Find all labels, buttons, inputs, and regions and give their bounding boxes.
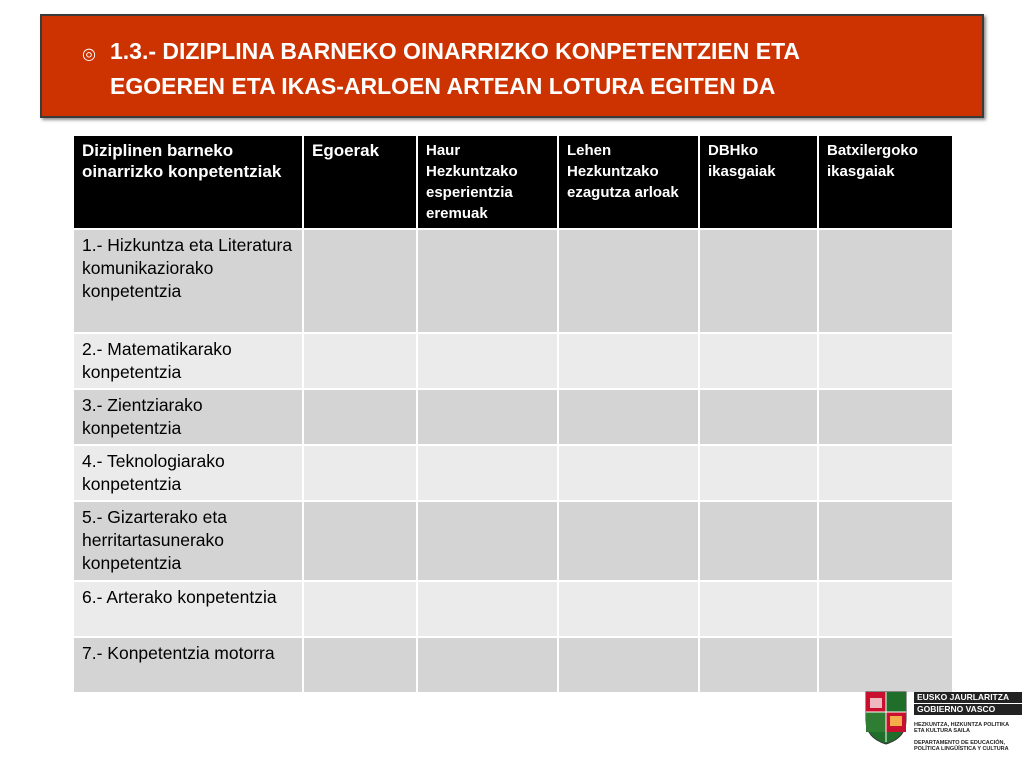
- cell: [558, 581, 699, 637]
- cell: [303, 501, 417, 581]
- header-primary: Lehen Hezkuntzako ezagutza arloak: [558, 135, 699, 229]
- header-secondary: DBHko ikasgaiak: [699, 135, 818, 229]
- logo-dept-eu: [914, 722, 1022, 734]
- header-competences: Diziplinen barneko oinarrizko konpetentziak: [73, 135, 303, 229]
- cell: [303, 445, 417, 501]
- table-row: [73, 389, 953, 445]
- cell: [558, 445, 699, 501]
- cell: [699, 501, 818, 581]
- cell: [699, 333, 818, 389]
- row-label: 3.- Zientziarako konpetentzia: [73, 389, 303, 445]
- cell: [417, 501, 558, 581]
- cell: [303, 581, 417, 637]
- cell: [818, 637, 953, 693]
- header-early-childhood: Haur Hezkuntzako esperientzia eremuak: [417, 135, 558, 229]
- cell: [417, 445, 558, 501]
- competence-table: [72, 134, 954, 694]
- logo-dept-es-1: DEPARTAMENTO DE EDUCACIÓN,: [914, 740, 1006, 746]
- row-label: 5.- Gizarterako eta herritartasunerako konpetentzia: [73, 501, 303, 581]
- cell: [818, 445, 953, 501]
- slide-title: [110, 34, 970, 104]
- row-label: 1.- Hizkuntza eta Literatura komunikaziorako konpetentzia: [73, 229, 303, 333]
- cell: [558, 333, 699, 389]
- cell: [303, 637, 417, 693]
- table-header-row: [73, 135, 953, 229]
- title-line-1: 1.3.- DIZIPLINA BARNEKO OINARRIZKO KONPETENTZIEN ETA: [110, 38, 801, 64]
- header-situations: Egoerak: [303, 135, 417, 229]
- cell: [818, 229, 953, 333]
- header-bachillerato: Batxilergoko ikasgaiak: [818, 135, 953, 229]
- cell: [417, 637, 558, 693]
- coat-of-arms-icon: [862, 690, 910, 746]
- cell: [699, 637, 818, 693]
- cell: [303, 389, 417, 445]
- bullet-icon: ◎: [82, 44, 96, 63]
- title-line-2: EGOEREN ETA IKAS-ARLOEN ARTEAN LOTURA EGITEN DA: [110, 73, 776, 99]
- cell: [699, 445, 818, 501]
- cell: [818, 581, 953, 637]
- row-label: 2.- Matematikarako konpetentzia: [73, 333, 303, 389]
- cell: [417, 229, 558, 333]
- cell: [417, 389, 558, 445]
- table-row: [73, 581, 953, 637]
- cell: [558, 501, 699, 581]
- cell: [699, 229, 818, 333]
- cell: [558, 229, 699, 333]
- title-banner: [40, 14, 984, 118]
- cell: [303, 333, 417, 389]
- government-logo: [862, 690, 1022, 774]
- logo-line-2: GOBIERNO VASCO: [914, 704, 1022, 715]
- row-label: 7.- Konpetentzia motorra: [73, 637, 303, 693]
- table-row: [73, 229, 953, 333]
- cell: [417, 333, 558, 389]
- row-label: 6.- Arterako konpetentzia: [73, 581, 303, 637]
- logo-dept-es-2: POLÍTICA LINGÜÍSTICA Y CULTURA: [914, 746, 1009, 752]
- cell: [699, 389, 818, 445]
- cell: [818, 333, 953, 389]
- row-label: 4.- Teknologiarako konpetentzia: [73, 445, 303, 501]
- logo-line-1: EUSKO JAURLARITZA: [914, 692, 1022, 703]
- cell: [417, 581, 558, 637]
- table-row: [73, 501, 953, 581]
- logo-dept-es: [914, 740, 1022, 752]
- cell: [558, 637, 699, 693]
- table-row: [73, 637, 953, 693]
- logo-dept-eu-2: ETA KULTURA SAILA: [914, 728, 970, 734]
- cell: [699, 581, 818, 637]
- table-row: [73, 333, 953, 389]
- cell: [558, 389, 699, 445]
- cell: [303, 229, 417, 333]
- cell: [818, 389, 953, 445]
- cell: [818, 501, 953, 581]
- table-row: [73, 445, 953, 501]
- logo-dept-eu-1: HEZKUNTZA, HIZKUNTZA POLITIKA: [914, 722, 1010, 728]
